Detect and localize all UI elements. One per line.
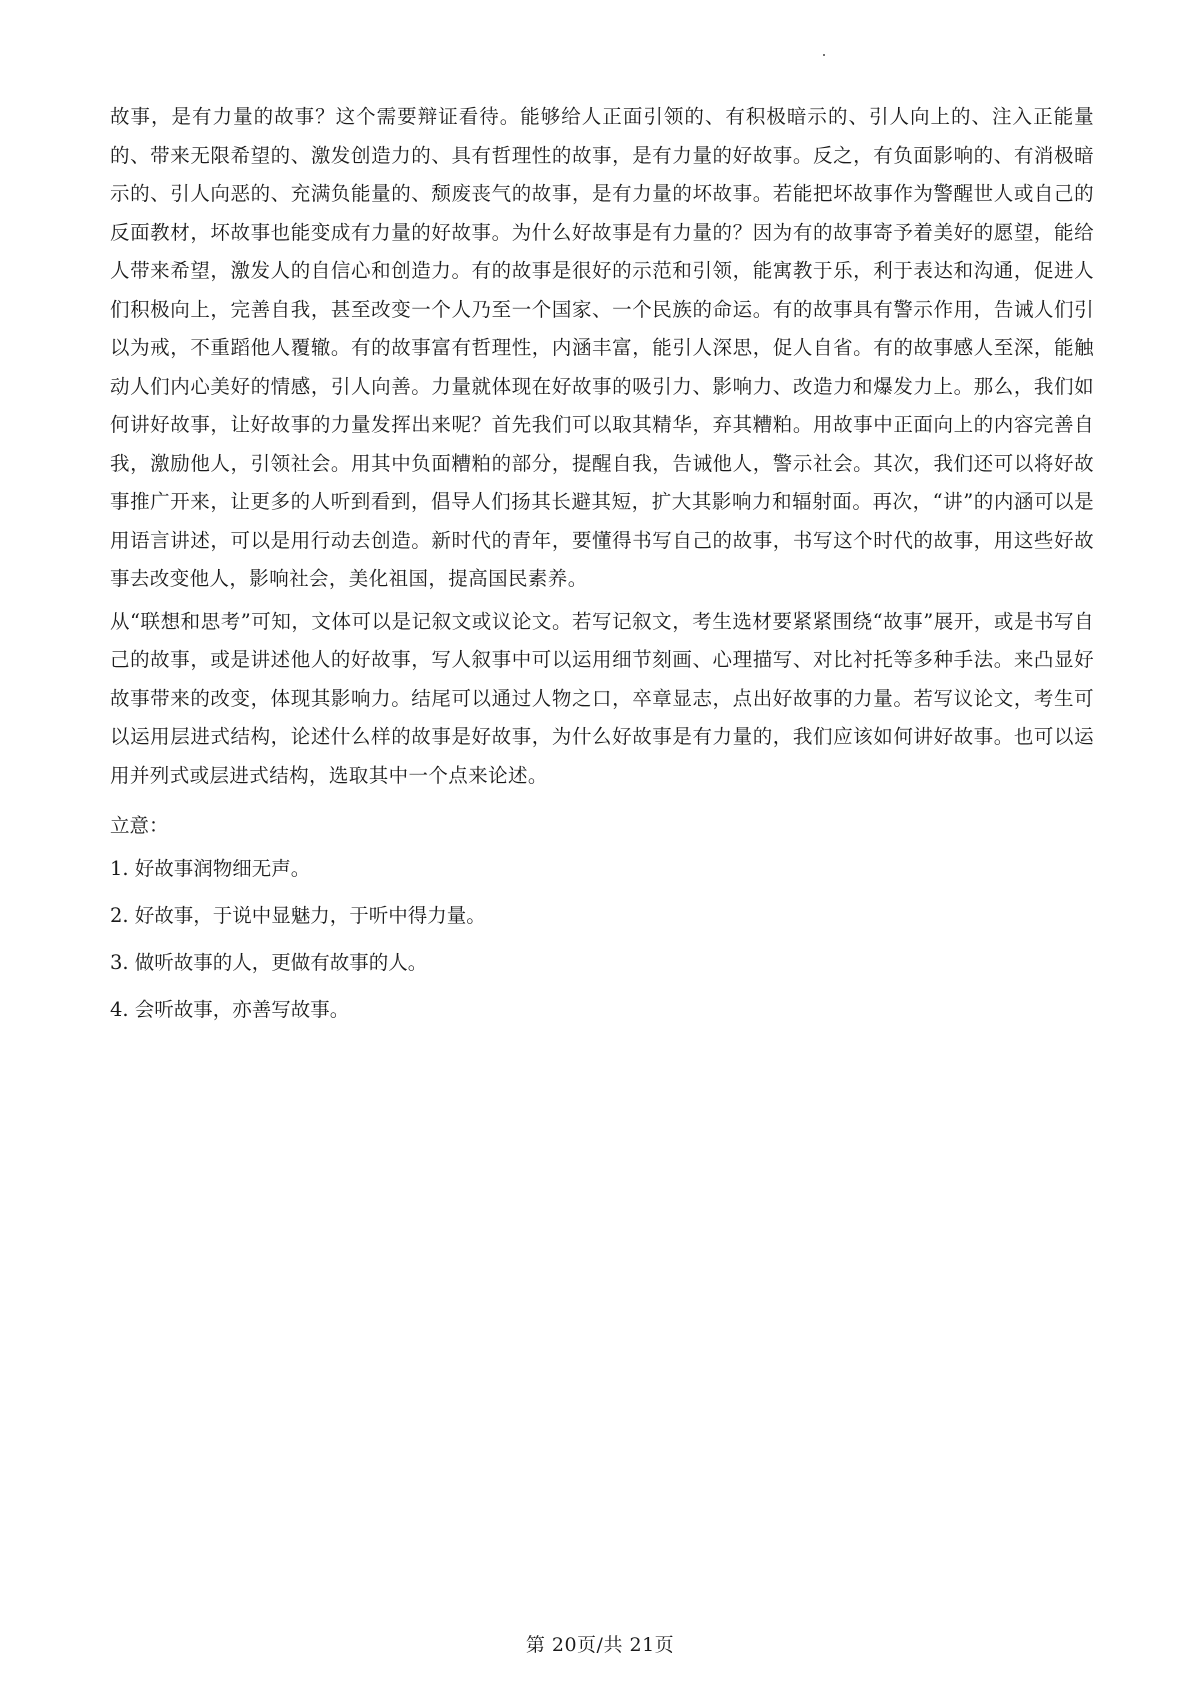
theme-list xyxy=(110,854,1094,1025)
list-item: 2. 好故事，于说中显魅力，于听中得力量。 xyxy=(110,903,486,927)
theme-heading: 立意： xyxy=(110,814,169,837)
list-item: 4. 会听故事，亦善写故事。 xyxy=(110,997,350,1021)
document-body xyxy=(110,98,1094,1042)
page-number: 第 20页/共 21页 xyxy=(525,1634,675,1656)
list-item: 1. 好故事润物细无声。 xyxy=(110,856,311,880)
list-item: 3. 做听故事的人，更做有故事的人。 xyxy=(110,950,428,974)
genre-guidance-paragraph: 从“联想和思考”可知，文体可以是记叙文或议论文。若写记叙文，考生选材要紧紧围绕“故事”展开，或是书写自己的故事，或是讲述他人的好故事，写人叙事中可以运用细节刻画、心理描写、对比衬托等多种手法。来凸显好故事带来的改变，体现其影响力。结尾可以通过人物之口，卒章显志，点出好故事的力量。若写议论文，考生可以运用层进式结构，论述什么样的故事是好故事，为什么好故事是有力量的，我们应该如何讲好故事。也可以运用并列式或层进式结构，选取其中一个点来论述。 xyxy=(110,609,1094,787)
scan-speck xyxy=(823,54,825,56)
analysis-paragraph: 故事，是有力量的故事？这个需要辩证看待。能够给人正面引领的、有积极暗示的、引人向上的、注入正能量的、带来无限希望的、激发创造力的、具有哲理性的故事，是有力量的好故事。反之，有负面影响的、有消极暗示的、引人向恶的、充满负能量的、颓废丧气的故事，是有力量的坏故事。若能把坏故事作为警醒世人或自己的反面教材，坏故事也能变成有力量的好故事。为什么好故事是有力量的？因为有的故事寄予着美好的愿望，能给人带来希望，激发人的自信心和创造力。有的故事是很好的示范和引领，能寓教于乐，利于表达和沟通，促进人们积极向上，完善自我，甚至改变一个人乃至一个国家、一个民族的命运。有的故事具有警示作用，告诫人们引以为戒，不重蹈他人覆辙。有的故事富有哲理性，内涵丰富，能引人深思，促人自省。有的故事感人至深，能触动人们内心美好的情感，引人向善。力量就体现在好故事的吸引力、影响力、改造力和爆发力上。那么，我们如何讲好故事，让好故事的力量发挥出来呢？首先我们可以取其精华，弃其糟粕。用故事中正面向上的内容完善自我，激励他人，引领社会。用其中负面糟粕的部分，提醒自我，告诫他人，警示社会。其次，我们还可以将好故事推广开来，让更多的人听到看到，倡导人们扬其长避其短，扩大其影响力和辐射面。再次，“讲”的内涵可以是用语言讲述，可以是用行动去创造。新时代的青年，要懂得书写自己的故事，书写这个时代的故事，用这些好故事去改变他人，影响社会，美化祖国，提高国民素养。 xyxy=(110,105,1094,590)
